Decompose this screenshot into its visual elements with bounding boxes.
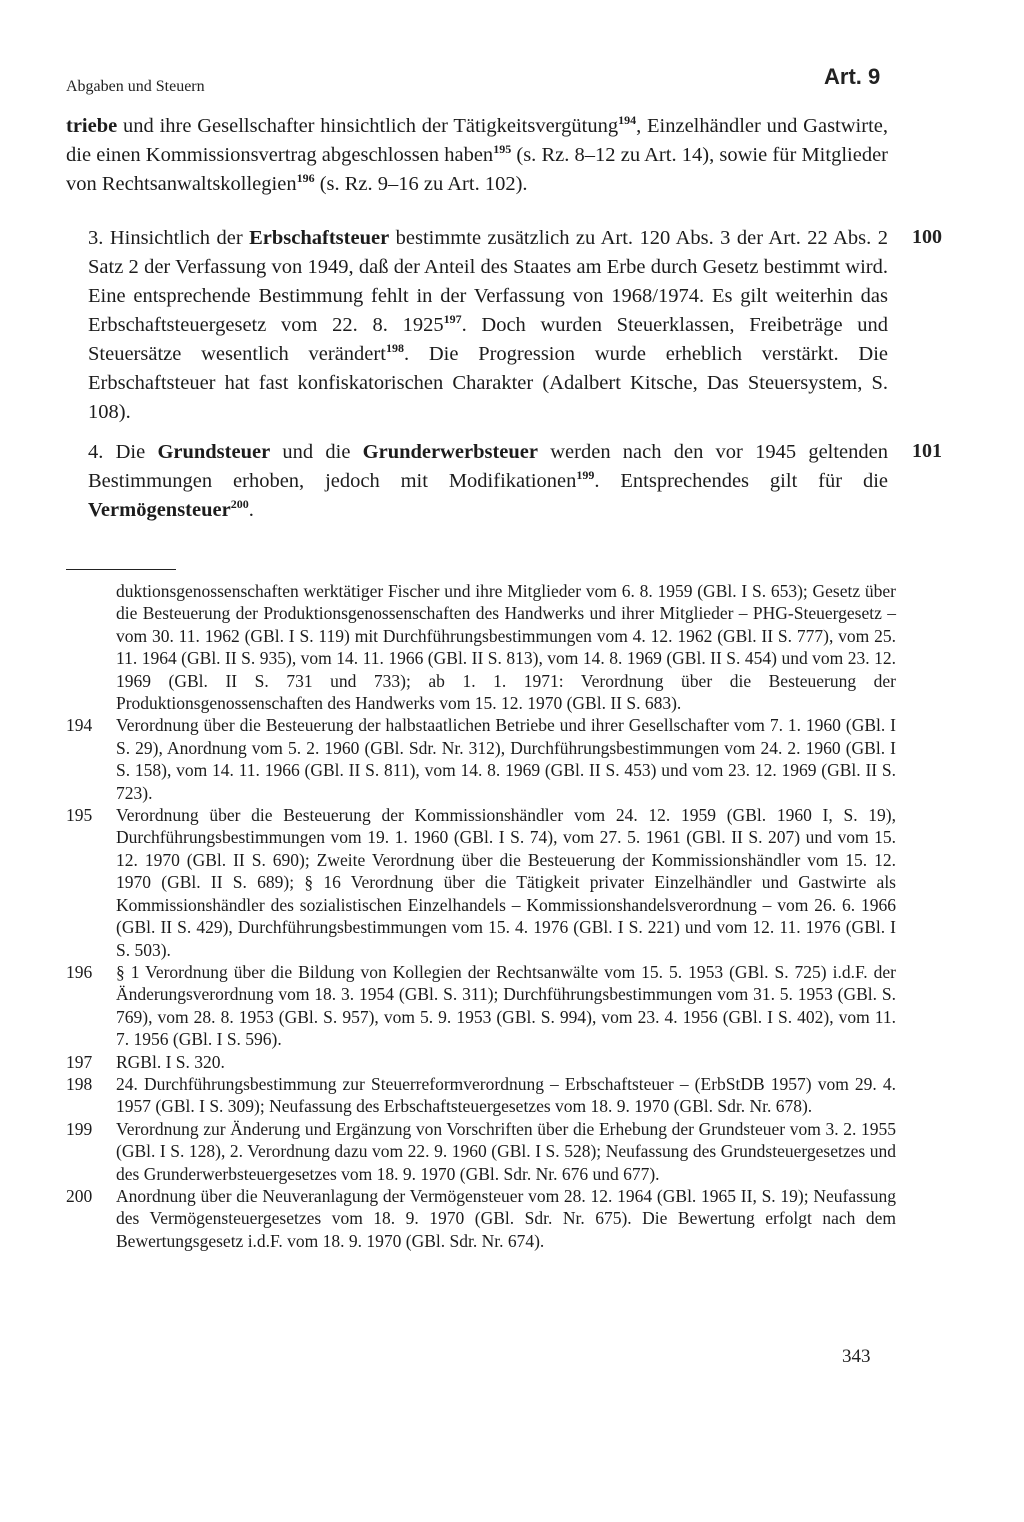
margin-number: 100	[912, 226, 942, 248]
margin-number: 101	[912, 440, 942, 462]
paragraph-3: 3. Hinsichtlich der Erbschaftsteuer bestimmte zusätzlich zu Art. 120 Abs. 3 der Art. 22 Abs. 2 Satz 2 der Verfassung von 1949, daß der Anteil des Staates am Erbe durch Gesetz bestimmt wird. Eine entsprechende Bestimmung fehlt in der Verfassung von 1968/1974. Es gilt weiterhin das Erbschaftsteuergesetz vom 22. 8. 1925$^{197}$. Doch wurden Steuerklassen, Freibeträge und Steuersätze wesentlich verändert$^{198}$. Die Progression wurde erheblich verstärkt. Die Erbschaftsteuer hat fast konfiskatorischen Charakter (Adalbert Kitsche, Das Steuersystem, S. 108).	[88, 227, 888, 423]
footnote-number: 199	[66, 1118, 93, 1139]
paragraph-continuation: triebe und ihre Gesellschafter hinsichtlich der Tätigkeitsvergütung$^{194}$, Einzelhändler und Gastwirte, die einen Kommissionsvertrag abgeschlossen haben$^{195}$ (s. Rz. 8–12 zu Art. 14), sowie für Mitglieder von Rechtsanwaltskollegien$^{196}$ (s. Rz. 9–16 zu Art. 102).	[66, 113, 888, 195]
footnote-text: RGBl. I S. 320.	[116, 1051, 225, 1072]
bold-term: Erbschaftsteuer	[249, 227, 390, 249]
footnote-text: § 1 Verordnung über die Bildung von Kollegien der Rechtsanwälte vom 15. 5. 1953 (GBl. S. 725) i.d.F. der Änderungsverordnung vom 18. 3. 1954 (GBl. S. 311); Durchführungsbestimmungen vom 31. 5. 1953 (GBl. S. 769), vom 28. 8. 1953 (GBl. S. 957), vom 5. 9. 1953 (GBl. S. 994), vom 23. 4. 1956 (GBl. I S. 402), vom 11. 7. 1956 (GBl. I S. 596).	[116, 961, 896, 1050]
footnote	[66, 1118, 896, 1185]
footnote-number: 198	[66, 1073, 93, 1094]
footnote-text: Verordnung über die Besteuerung der halbstaatlichen Betriebe und ihrer Gesellschafter vom 7. 1. 1960 (GBl. I S. 29), Anordnung vom 5. 2. 1960 (GBl. Sdr. Nr. 312), Durchführungsbestimmungen vom 24. 2. 1960 (GBl. I S. 158), vom 14. 11. 1966 (GBl. II S. 811), vom 14. 8. 1969 (GBl. II S. 453) und vom 23. 12. 1969 (GBl. II S. 723).	[116, 715, 896, 803]
footnote-ref: 196	[296, 171, 315, 185]
running-head: Abgaben und Steuern	[66, 78, 205, 95]
footnote-number: 200	[66, 1185, 93, 1206]
footnote-text: Verordnung zur Änderung und Ergänzung von Vorschriften über die Erhebung der Grundsteuer vom 3. 2. 1955 (GBl. I S. 128), 2. Verordnung dazu vom 22. 9. 1960 (GBl. I S. 528); Neufassung des Grundsteuergesetzes und des Grunderwerbsteuergesetzes vom 18. 9. 1970 (GBl. Sdr. Nr. 676 und 677).	[116, 1118, 896, 1184]
footnote	[66, 1051, 896, 1073]
footnote-ref: 195	[493, 142, 512, 156]
page-number: 343	[842, 1346, 871, 1367]
footnote-number: 197	[66, 1051, 93, 1072]
bold-term: Grunderwerbsteuer	[362, 441, 539, 463]
footnote-divider	[66, 569, 176, 570]
bold-term: Vermögensteuer	[88, 499, 231, 521]
footnote-ref: 198	[385, 341, 404, 355]
footnote-text: Anordnung über die Neuveranlagung der Vermögensteuer vom 28. 12. 1964 (GBl. 1965 II, S. 19); Neufassung des Vermögensteuergesetzes vom 18. 9. 1970 (GBl. Sdr. Nr. 675). Die Bewertung erfolgt nach dem Bewertungsgesetz i.d.F. vom 18. 9. 1970 (GBl. Sdr. Nr. 674).	[116, 1185, 896, 1251]
footnote-ref: 199	[576, 468, 595, 482]
bold-term: triebe	[66, 115, 118, 137]
footnote	[66, 961, 896, 1051]
footnote	[66, 714, 896, 804]
bold-term: Grundsteuer	[157, 441, 271, 463]
footnote-number: 195	[66, 805, 93, 826]
footnote	[66, 1185, 896, 1252]
footnote-number: 196	[66, 961, 93, 982]
paragraph-4: 4. Die Grundsteuer und die Grunderwerbsteuer werden nach den vor 1945 geltenden Bestimmungen erhoben, jedoch mit Modifikationen$^{199}$. Entsprechendes gilt für die Vermögensteuer$^{200}$.	[88, 441, 889, 521]
footnote-ref: 200	[230, 497, 249, 511]
footnote-number: 194	[66, 715, 93, 736]
footnote-text: 24. Durchführungsbestimmung zur Steuerreformverordnung – Erbschaftsteuer – (ErbStDB 1957) vom 29. 4. 1957 (GBl. I S. 309); Neufassung des Erbschaftsteuergesetzes vom 18. 9. 1970 (GBl. Sdr. Nr. 678).	[116, 1073, 896, 1117]
footnote-ref: 194	[618, 113, 637, 127]
footnote-continuation: duktionsgenossenschaften werktätiger Fischer und ihre Mitglieder vom 6. 8. 1959 (GBl. I S. 653); Gesetz über die Besteuerung der Produktionsgenossenschaften des Handwerks und ihrer Mitglieder – PHG-Steuergesetz – vom 30. 11. 1962 (GBl. I S. 119) mit Durchführungsbestimmungen vom 4. 12. 1962 (GBl. II S. 777), vom 25. 11. 1964 (GBl. II S. 935), vom 14. 11. 1966 (GBl. II S. 813), vom 14. 8. 1969 (GBl. II S. 454) und vom 23. 12. 1969 (GBl. II S. 731 und 733); ab 1. 1. 1971: Verordnung über die Besteuerung der Produktionsgenossenschaften des Handwerks vom 15. 12. 1970 (GBl. II S. 683).	[116, 581, 896, 714]
footnote-text: Verordnung über die Besteuerung der Kommissionshändler vom 24. 12. 1959 (GBl. 1960 I, S. 19), Durchführungsbestimmungen vom 19. 1. 1960 (GBl. I S. 74), vom 27. 5. 1961 (GBl. II S. 207) und vom 15. 12. 1970 (GBl. II S. 690); Zweite Verordnung über die Besteuerung der Kommissionshändler vom 15. 12. 1970 (GBl. II S. 689); § 16 Verordnung über die Tätigkeit privater Einzelhändler und Gastwirte als Kommissionshändler des sozialistischen Einzelhandels – Kommissionshandelsverordnung – vom 26. 6. 1966 (GBl. II S. 429), Durchführungsbestimmungen vom 15. 4. 1976 (GBl. I S. 221) und vom 12. 11. 1976 (GBl. I S. 503).	[116, 805, 896, 960]
article-label: Art. 9	[824, 64, 881, 89]
footnote-ref: 197	[443, 312, 462, 326]
footnote	[66, 804, 896, 961]
footnotes	[66, 580, 896, 1252]
footnote	[66, 1073, 896, 1118]
